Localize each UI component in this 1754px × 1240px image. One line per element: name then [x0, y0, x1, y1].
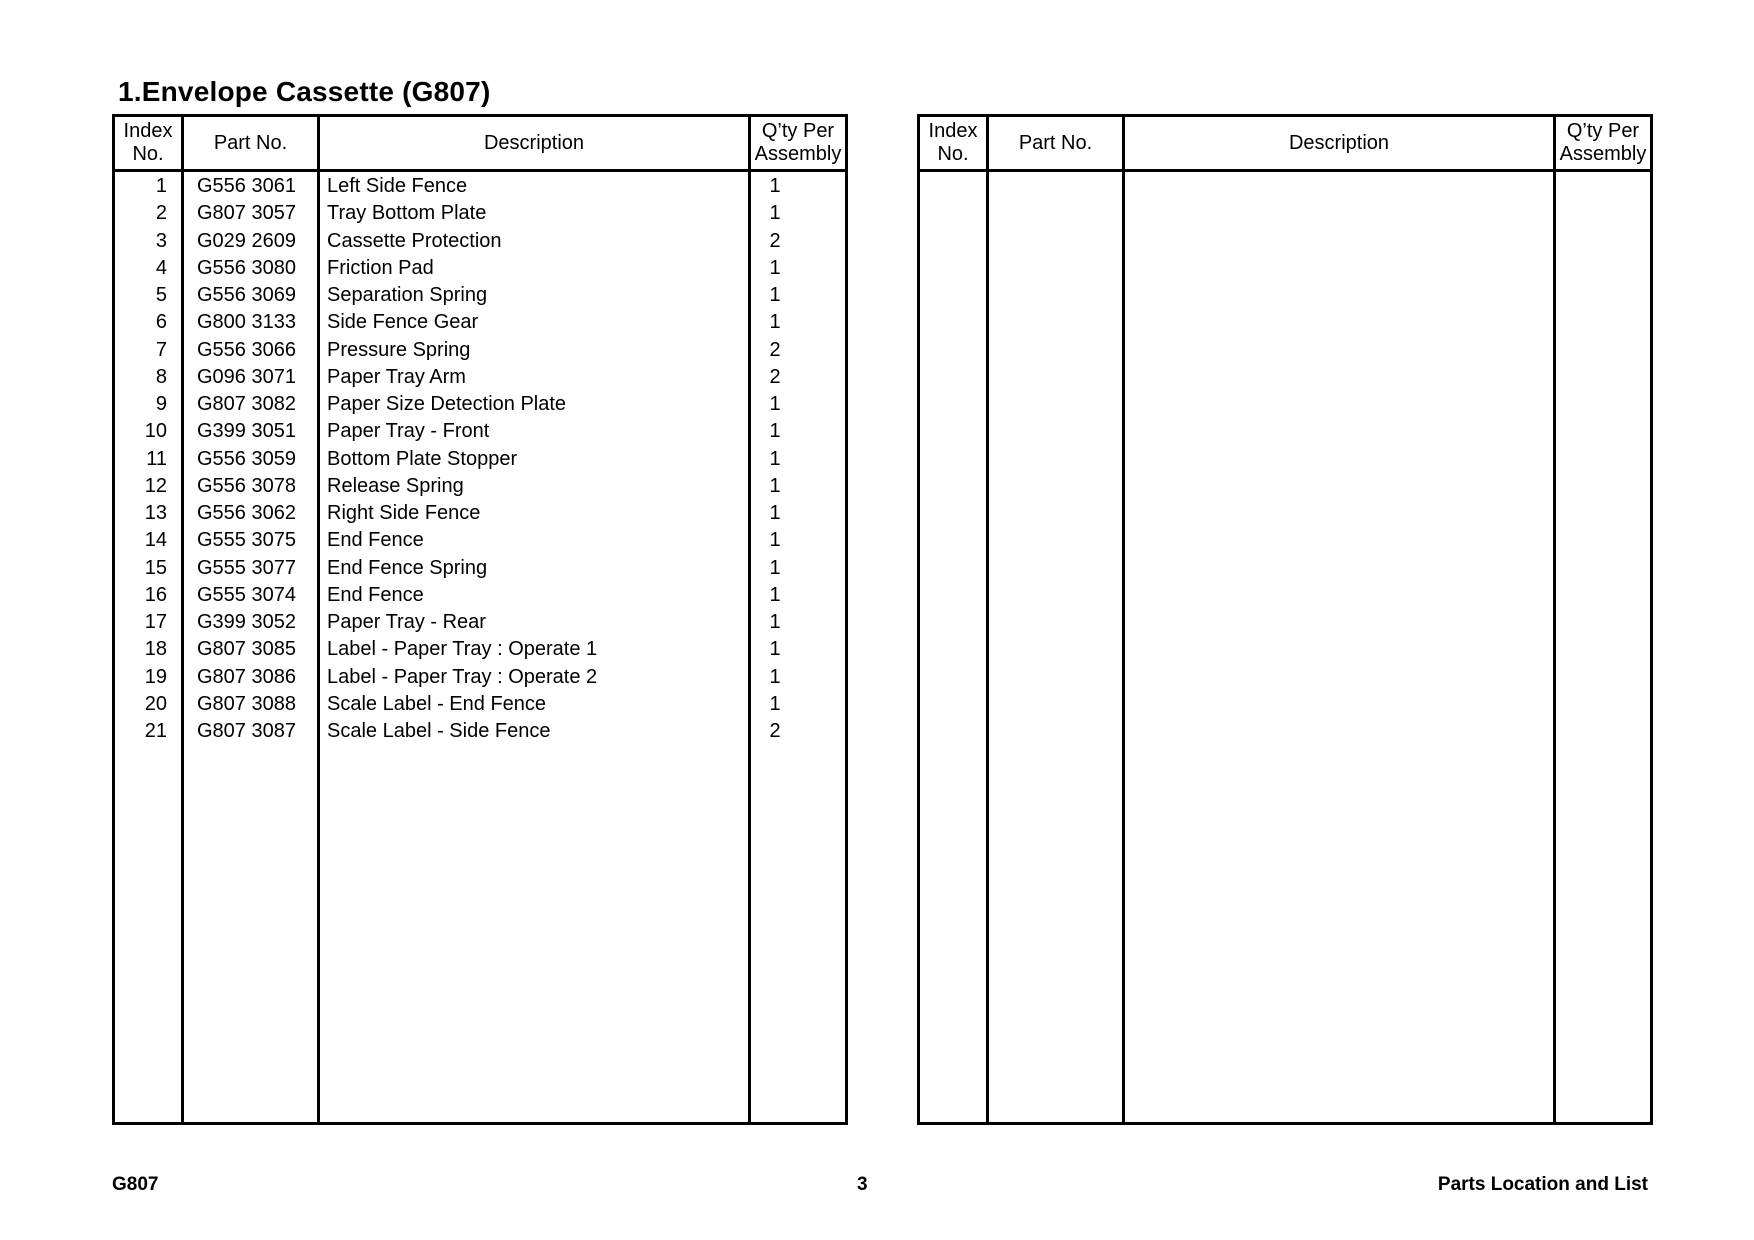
table-row: [115, 582, 845, 609]
row-qty: 1: [769, 611, 781, 633]
column-divider: [986, 117, 989, 1122]
row-qty: 1: [769, 665, 781, 688]
table-row: [115, 337, 845, 364]
row-qty: 1: [769, 529, 781, 552]
row-index: 8: [155, 365, 167, 388]
table-row: [115, 200, 845, 227]
row-index: 4: [155, 256, 167, 279]
row-part-no: G556 3066: [197, 338, 296, 361]
table-row: [115, 527, 845, 554]
table-row: [115, 555, 845, 582]
row-qty: 1: [769, 556, 781, 579]
row-part-no: G556 3080: [197, 256, 296, 279]
row-qty: 1: [769, 420, 781, 443]
row-description: Separation Spring: [327, 284, 488, 306]
row-index: 3: [155, 229, 167, 252]
header-divider: [115, 169, 845, 172]
row-description: Right Side Fence: [327, 502, 481, 524]
table-row: [115, 446, 845, 473]
row-index: 5: [155, 284, 167, 306]
row-qty: 2: [769, 365, 781, 388]
row-qty: 1: [769, 311, 781, 334]
row-qty: 1: [769, 474, 781, 497]
row-index: 2: [155, 202, 167, 225]
row-qty: 2: [769, 229, 781, 252]
row-part-no: G556 3059: [197, 447, 296, 470]
header-index: [920, 117, 986, 169]
row-part-no: G556 3061: [197, 175, 296, 197]
column-divider: [1553, 117, 1556, 1122]
row-index: 10: [144, 420, 167, 443]
table-row: [115, 391, 845, 418]
row-index: 17: [144, 611, 167, 633]
row-part-no: G555 3074: [197, 583, 296, 606]
parts-table-left: [112, 114, 848, 1125]
table-row: [115, 664, 845, 691]
row-qty: 1: [769, 502, 781, 524]
row-description: Scale Label - End Fence: [327, 692, 547, 715]
column-divider: [1122, 117, 1125, 1122]
row-description: Release Spring: [327, 474, 464, 497]
row-part-no: G399 3051: [197, 420, 296, 443]
row-qty: 1: [769, 447, 781, 470]
row-index: 11: [146, 447, 167, 470]
row-description: Friction Pad: [327, 256, 434, 279]
row-index: 1: [155, 175, 167, 197]
table-row: [115, 309, 845, 336]
row-part-no: G399 3052: [197, 611, 296, 633]
row-part-no: G556 3069: [197, 284, 296, 306]
footer-model: G807: [112, 1174, 159, 1195]
row-description: End Fence: [327, 529, 424, 552]
row-index: 21: [144, 720, 167, 742]
header-index: [115, 117, 181, 169]
row-part-no: G800 3133: [197, 311, 296, 334]
row-description: Tray Bottom Plate: [327, 202, 487, 225]
row-description: End Fence: [327, 583, 424, 606]
row-part-no: G807 3087: [197, 720, 296, 742]
row-description: Label - Paper Tray : Operate 1: [327, 638, 598, 661]
row-qty: 1: [769, 256, 781, 279]
header-part-no: [184, 117, 317, 169]
row-description: Paper Size Detection Plate: [327, 393, 567, 415]
row-part-no: G555 3075: [197, 529, 296, 552]
footer-section: Parts Location and List: [1437, 1174, 1648, 1195]
table-row: [115, 364, 845, 391]
row-description: Paper Tray Arm: [327, 365, 466, 388]
row-index: 9: [155, 393, 167, 415]
table-row: [115, 691, 845, 718]
row-part-no: G807 3057: [197, 202, 296, 225]
row-qty: 1: [769, 583, 781, 606]
row-description: End Fence Spring: [327, 556, 488, 579]
table-row: [115, 636, 845, 663]
row-description: Paper Tray - Rear: [327, 611, 486, 633]
header-description: [1125, 117, 1553, 169]
table-row: [115, 173, 845, 200]
row-description: Pressure Spring: [327, 338, 471, 361]
row-index: 16: [144, 583, 167, 606]
row-part-no: G555 3077: [197, 556, 296, 579]
header-description: [320, 117, 748, 169]
row-index: 12: [144, 474, 167, 497]
row-description: Scale Label - Side Fence: [327, 720, 551, 742]
row-qty: 1: [769, 175, 781, 197]
parts-table-right: [917, 114, 1653, 1125]
row-part-no: G807 3088: [197, 692, 296, 715]
row-index: 6: [155, 311, 167, 334]
table-row: [115, 228, 845, 255]
header-index-label: Index No.: [123, 120, 173, 165]
row-description: Side Fence Gear: [327, 311, 479, 334]
row-index: 7: [155, 338, 167, 361]
row-part-no: G807 3086: [197, 665, 296, 688]
row-index: 20: [144, 692, 167, 715]
row-qty: 1: [769, 692, 781, 715]
header-qty: [1556, 117, 1650, 169]
row-description: Left Side Fence: [327, 175, 468, 197]
footer-page-number: 3: [857, 1174, 868, 1195]
row-part-no: G029 2609: [197, 229, 296, 252]
row-description: Bottom Plate Stopper: [327, 447, 518, 470]
table-row: [115, 500, 845, 527]
row-index: 18: [144, 638, 167, 661]
header-index-label: Index No.: [928, 120, 978, 165]
header-part-no-label: Part No.: [213, 131, 288, 154]
header-qty: [751, 117, 845, 169]
row-qty: 1: [769, 284, 781, 306]
row-qty: 1: [769, 202, 781, 225]
row-part-no: G556 3078: [197, 474, 296, 497]
table-row: [115, 718, 845, 745]
header-divider: [920, 169, 1650, 172]
table-row: [115, 609, 845, 636]
row-part-no: G096 3071: [197, 365, 296, 388]
row-index: 15: [144, 556, 167, 579]
row-qty: 2: [769, 720, 781, 742]
row-part-no: G807 3082: [197, 393, 296, 415]
page-title: 1.Envelope Cassette (G807): [118, 76, 491, 107]
row-description: Label - Paper Tray : Operate 2: [327, 665, 598, 688]
row-qty: 2: [769, 338, 781, 361]
table-row: [115, 473, 845, 500]
table-row: [115, 255, 845, 282]
row-description: Cassette Protection: [327, 229, 502, 252]
header-description-label: Description: [1288, 131, 1390, 154]
row-description: Paper Tray - Front: [327, 420, 490, 443]
header-qty-label: Q’ty Per Assembly: [1559, 120, 1647, 165]
table-row: [115, 282, 845, 309]
row-index: 19: [144, 665, 167, 688]
row-part-no: G807 3085: [197, 638, 296, 661]
header-part-no: [989, 117, 1122, 169]
header-part-no-label: Part No.: [1018, 131, 1093, 154]
row-index: 14: [144, 529, 167, 552]
header-description-label: Description: [483, 131, 585, 154]
row-index: 13: [144, 502, 167, 524]
header-qty-label: Q’ty Per Assembly: [754, 120, 842, 165]
row-qty: 1: [769, 393, 781, 415]
row-qty: 1: [769, 638, 781, 661]
table-row: [115, 418, 845, 445]
parts-table-body: [115, 173, 845, 745]
row-part-no: G556 3062: [197, 502, 296, 524]
